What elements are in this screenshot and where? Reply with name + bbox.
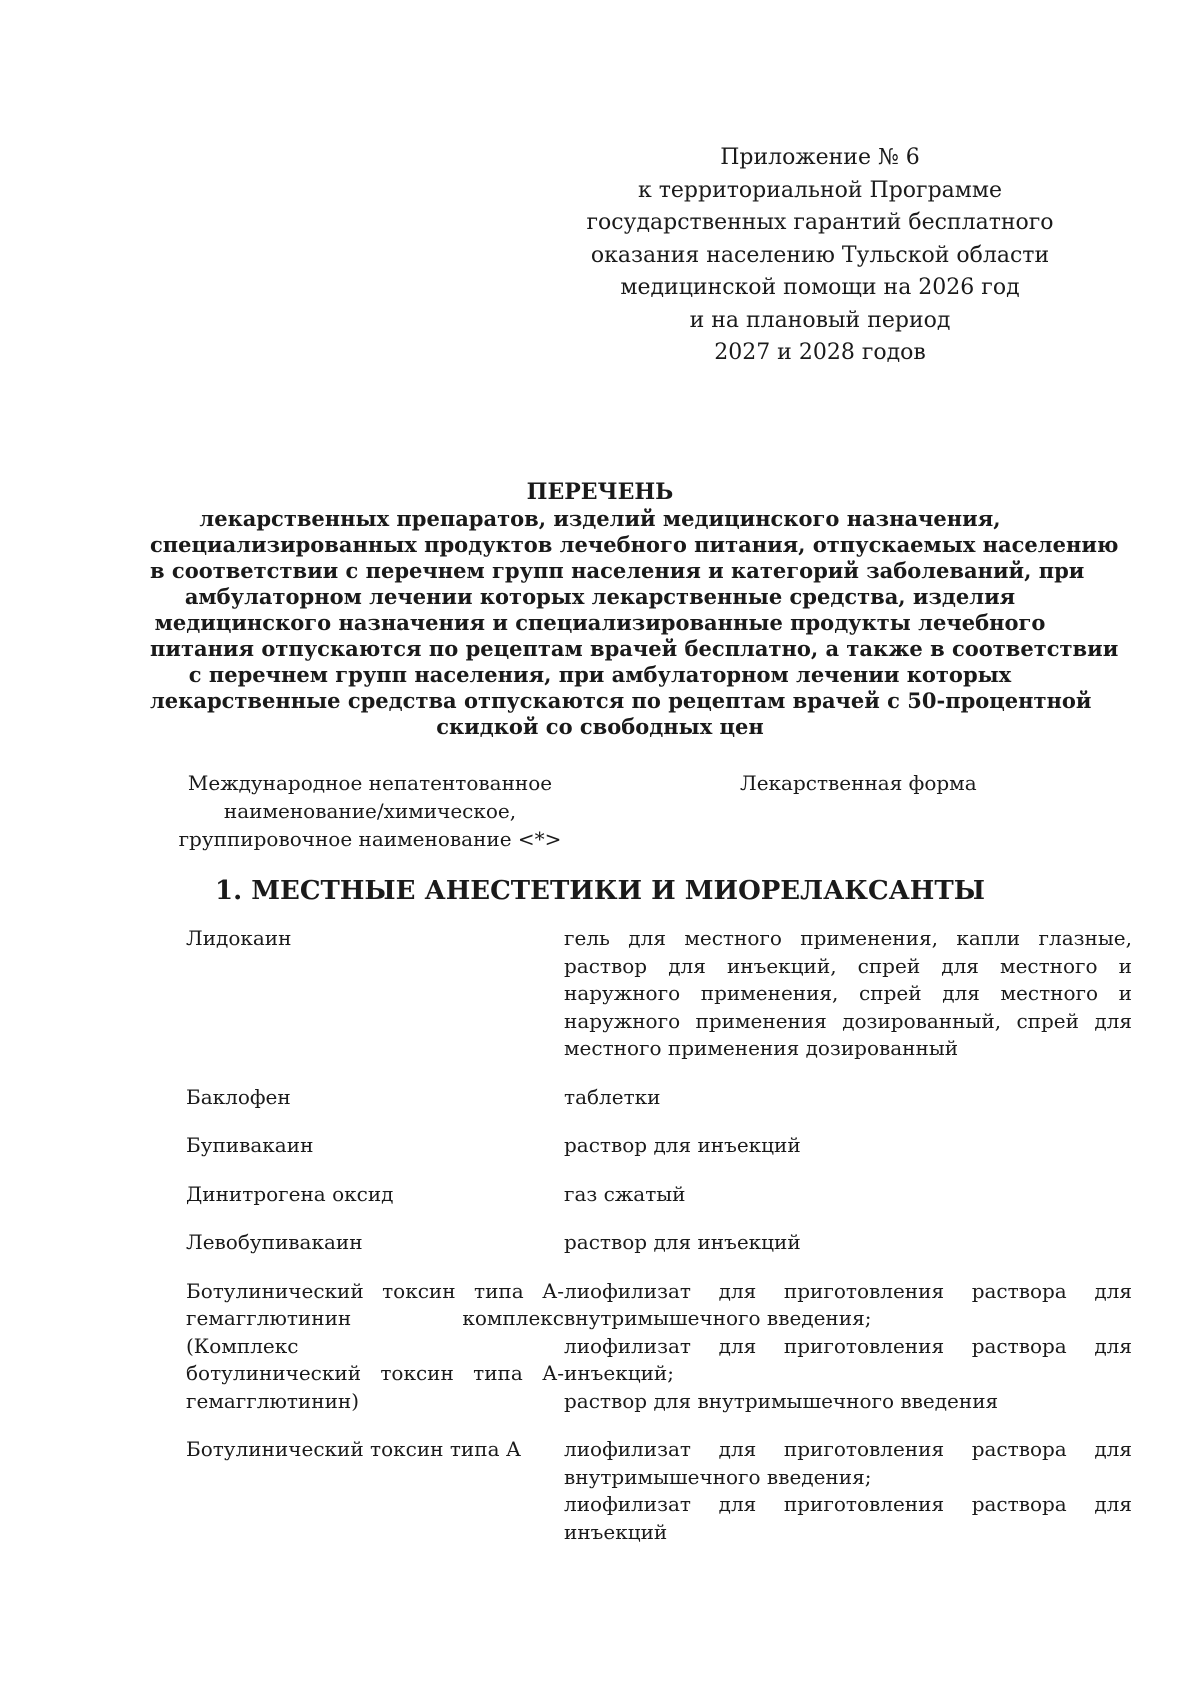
title-line: лекарственных препаратов, изделий медицинского назначения, (199, 506, 1001, 531)
column-header-name (170, 769, 570, 853)
dosage-form-line: внутримышечного введения; (564, 1306, 872, 1330)
dosage-form-line: наружного применения дозированный, спрей для (564, 1008, 1132, 1033)
appendix-line: к территориальной Программе (637, 177, 1003, 203)
title-line: питания отпускаются по рецептам врачей бесплатно, а также в соответствии (150, 636, 1119, 661)
column-header-line: Международное непатентованное (187, 771, 553, 795)
appendix-line: 2027 и 2028 годов (714, 340, 926, 365)
dosage-form-line: раствор для инъекций (564, 1230, 801, 1254)
dosage-form-line: гель для местного применения, капли глазные, (564, 926, 1132, 950)
drug-name-line: Ботулинический токсин типа А (186, 1437, 522, 1461)
dosage-form (564, 1278, 1132, 1416)
drug-name (186, 1084, 564, 1112)
drug-name (186, 1436, 564, 1546)
drug-name-line: гемагглютинин) (186, 1388, 360, 1413)
drug-name (186, 1181, 564, 1209)
dosage-form-line: лиофилизат для приготовления раствора для (564, 1492, 1132, 1516)
dosage-form-line: лиофилизат для приготовления раствора для (564, 1333, 1132, 1358)
dosage-form-line: инъекций; (564, 1361, 674, 1385)
document-title (150, 478, 1119, 740)
dosage-form (564, 925, 1132, 1063)
dosage-form-line: раствор для внутримышечного введения (564, 1388, 999, 1413)
drug-name (186, 1229, 564, 1257)
drug-name (186, 1132, 564, 1160)
dosage-form (564, 1132, 1132, 1160)
list-item (186, 925, 1136, 1063)
dosage-form-line: местного применения дозированный (564, 1036, 959, 1060)
list-item (186, 1229, 1136, 1257)
dosage-form-line: раствор для инъекций (564, 1133, 801, 1157)
dosage-form-line: наружного применения, спрей для местного и (564, 981, 1132, 1005)
appendix-header (560, 142, 1080, 370)
drug-name-line: ботулинический токсин типа А- (186, 1361, 564, 1385)
dosage-form (564, 1436, 1132, 1546)
appendix-line: и на плановый период (689, 307, 951, 333)
drug-name (186, 1278, 564, 1416)
drug-name-line: Лидокаин (186, 926, 292, 950)
dosage-form-line: раствор для инъекций, спрей для местного и (564, 953, 1132, 978)
appendix-line: Приложение № 6 (720, 145, 920, 170)
drug-list (186, 925, 1136, 1567)
title-line: скидкой со свободных цен (436, 714, 764, 739)
dosage-form (564, 1229, 1132, 1257)
list-item (186, 1084, 1136, 1112)
appendix-line: государственных гарантий бесплатного (586, 210, 1054, 235)
title-line: с перечнем групп населения, при амбулаторном лечении которых (188, 662, 1012, 687)
dosage-form-line: лиофилизат для приготовления раствора для (564, 1278, 1132, 1303)
drug-name-line: Бупивакаин (186, 1133, 314, 1157)
title-heading: ПЕРЕЧЕНЬ (526, 479, 674, 505)
drug-name-line: Баклофен (186, 1084, 291, 1109)
title-line: амбулаторном лечении которых лекарственные средства, изделия (184, 584, 1016, 609)
drug-name-line: Динитрогена оксид (186, 1181, 394, 1206)
appendix-line: медицинской помощи на 2026 год (620, 275, 1020, 300)
column-header-line: группировочное наименование <*> (178, 827, 562, 851)
list-item (186, 1278, 1136, 1416)
dosage-form-line: внутримышечного введения; (564, 1464, 872, 1489)
title-line: лекарственные средства отпускаются по рецептам врачей с 50-процентной (150, 688, 1092, 713)
title-line: специализированных продуктов лечебного питания, отпускаемых населению (150, 532, 1119, 557)
drug-name-line: гемагглютинин комплекс (Комплекс (186, 1306, 564, 1358)
section-title: 1. МЕСТНЫЕ АНЕСТЕТИКИ И МИОРЕЛАКСАНТЫ (215, 876, 985, 906)
column-header-line: наименование/химическое, (223, 799, 517, 823)
drug-name-line: Ботулинический токсин типа А- (186, 1278, 564, 1303)
dosage-form-line: инъекций (564, 1519, 668, 1544)
drug-name (186, 925, 564, 1063)
appendix-line: оказания населению Тульской области (590, 242, 1050, 268)
title-line: медицинского назначения и специализированные продукты лечебного (154, 610, 1046, 635)
dosage-form (564, 1181, 1132, 1209)
dosage-form-line: газ сжатый (564, 1181, 686, 1206)
dosage-form-line: таблетки (564, 1084, 661, 1109)
column-header-form: Лекарственная форма (740, 771, 977, 795)
list-item (186, 1132, 1136, 1160)
list-item (186, 1436, 1136, 1546)
dosage-form-line: лиофилизат для приготовления раствора для (564, 1437, 1132, 1461)
list-item (186, 1181, 1136, 1209)
title-line: в соответствии с перечнем групп населения и категорий заболеваний, при (150, 558, 1085, 583)
dosage-form (564, 1084, 1132, 1112)
drug-name-line: Левобупивакаин (186, 1230, 363, 1254)
